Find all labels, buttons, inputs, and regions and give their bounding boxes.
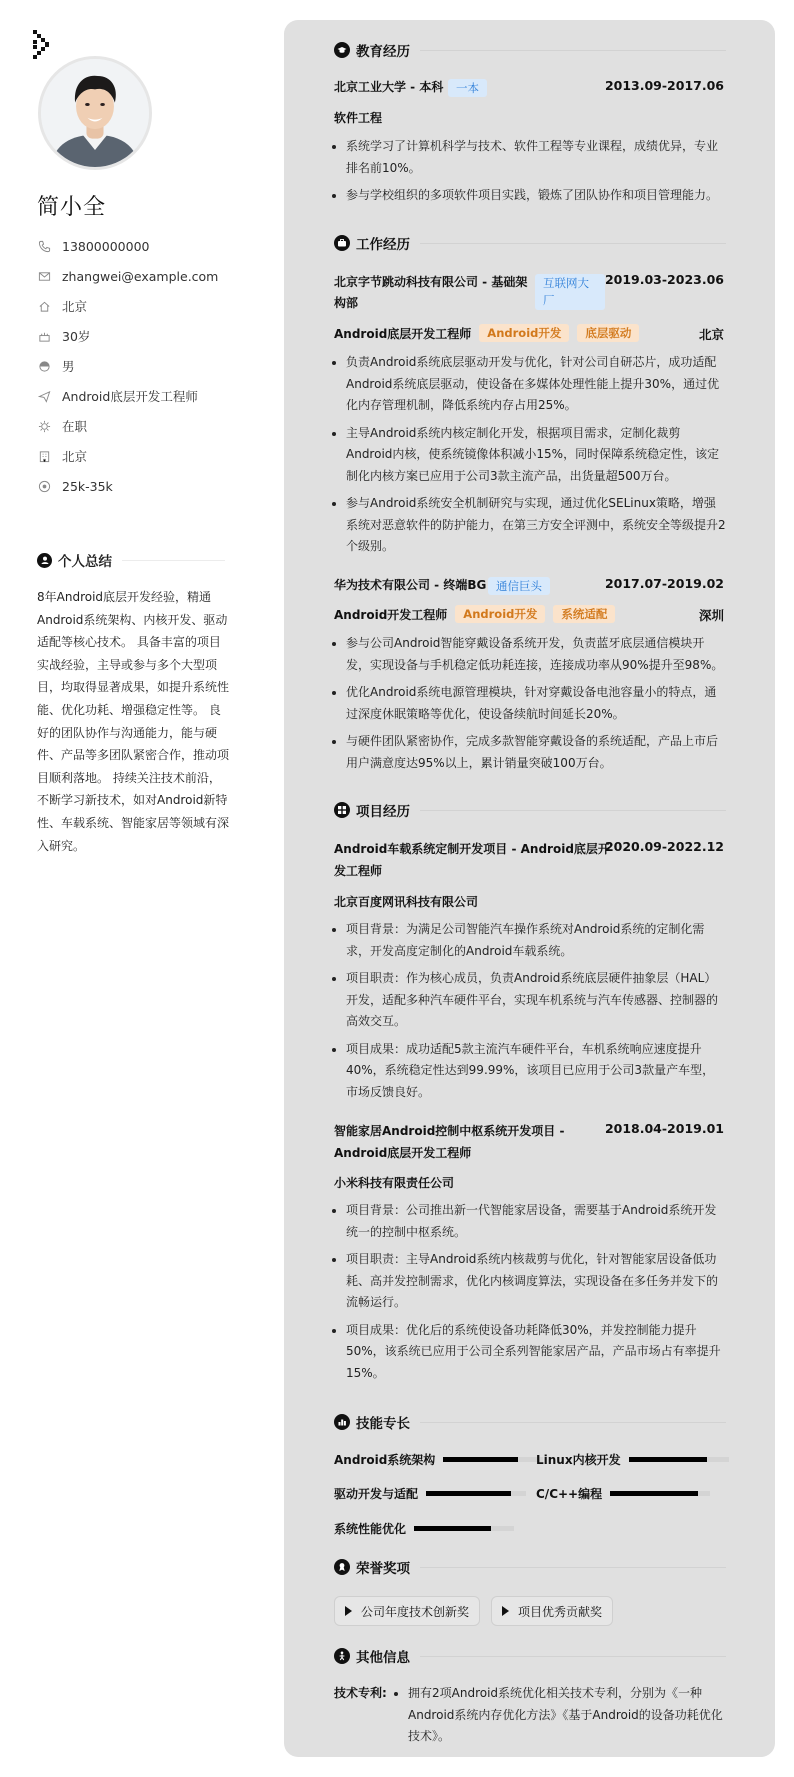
skill-item: [334, 1485, 526, 1502]
skill-tag: 系统适配: [553, 605, 615, 623]
summary-text: 8年Android底层开发经验，精通Android系统架构、内核开发、驱动适配等核心技术。 具备丰富的项目实战经验，主导或参与多个大型项目，均取得显著成果，如提升系统性能、优化功耗、增强稳定性等。 良好的团队协作与沟通能力，能与硬件、产品等多团队紧密合作，推动项目顺利落地。 持续关注技术前沿，不断学习新技术，如对Android新特性、车载系统、智能家居等领域有深入研究。: [37, 590, 230, 853]
info-position: [37, 381, 247, 411]
list-item: 主导Android系统内核定制化开发，根据项目需求，定制化裁剪Android内核，使系统镜像体积减小15%，同时保障系统稳定性，该定制化内核方案已应用于公司3款主流产品，出货量超500万台。: [330, 423, 726, 488]
play-icon: [345, 1606, 352, 1616]
person-walking-icon: [334, 1648, 350, 1664]
salary-value: 25k-35k: [62, 478, 113, 494]
summary-title: 个人总结: [58, 554, 112, 570]
list-item: 项目成果：优化后的系统使设备功耗降低30%，并发控制能力提升50%，该系统已应用于公司全系列智能家居产品，产品市场占有率提升15%。: [330, 1320, 726, 1385]
salary-icon: [37, 479, 51, 493]
skill-bar: [443, 1457, 543, 1462]
award-label: 项目优秀贡献奖: [518, 1604, 603, 1619]
projects-title: 项目经历: [356, 804, 410, 820]
other-bullets: [392, 1683, 732, 1754]
phone-value: 13800000000: [62, 238, 150, 254]
skill-name: 系统性能优化: [334, 1522, 407, 1536]
skill-bar: [414, 1526, 514, 1531]
list-item: 项目成果：成功适配5款主流汽车硬件平台，车机系统响应速度提升40%，系统稳定性达到99.99%，该项目已应用于公司3款量产车型，市场反馈良好。: [330, 1039, 726, 1104]
skill-item: [536, 1451, 729, 1468]
status-value: 在职: [62, 419, 88, 434]
education-date: 2013.09-2017.06: [604, 78, 724, 93]
summary-header: [37, 550, 225, 570]
job-tag-wrap: [488, 575, 550, 595]
skill-tag: Android开发: [479, 324, 569, 342]
award-item: [491, 1596, 613, 1626]
list-item: 项目背景：公司推出新一代智能家居设备，需要基于Android系统开发统一的控制中枢系统。: [330, 1200, 726, 1243]
job-position: Android开发工程师: [334, 607, 448, 622]
age-icon: [37, 329, 51, 343]
info-salary: [37, 471, 247, 501]
list-item: 参与公司Android智能穿戴设备系统开发，负责蓝牙底层通信模块开发，实现设备与手机稳定低功耗连接，连接成功率从90%提升至98%。: [330, 633, 726, 676]
info-work-city: [37, 441, 247, 471]
divider: [420, 243, 726, 244]
skills-title: 技能专长: [356, 1416, 410, 1432]
work-title: 工作经历: [356, 237, 410, 253]
divider: [420, 1422, 726, 1423]
other-title: 其他信息: [356, 1650, 410, 1666]
list-item: 参与学校组织的多项软件项目实践，锻炼了团队协作和项目管理能力。: [330, 185, 726, 207]
honors-header: [334, 1557, 726, 1577]
job-tag: 互联网大厂: [535, 274, 605, 310]
award-item: [334, 1596, 480, 1626]
info-status: [37, 411, 247, 441]
job-bullets: [330, 352, 726, 564]
gender-icon: [37, 359, 51, 373]
project-date: 2020.09-2022.12: [604, 839, 724, 854]
info-email: [37, 261, 247, 291]
project-company: 小米科技有限责任公司: [334, 1176, 455, 1190]
skill-name: Android系统架构: [334, 1453, 436, 1467]
list-item: 项目背景：为满足公司智能汽车操作系统对Android系统的定制化需求，开发高度定制化的Android车载系统。: [330, 919, 726, 962]
age-value: 30岁: [62, 329, 91, 344]
mail-icon: [37, 269, 51, 283]
honors-title: 荣誉奖项: [356, 1561, 410, 1577]
skill-bar-fill: [426, 1491, 511, 1496]
job-city: 北京: [698, 327, 724, 342]
play-icon: [502, 1606, 509, 1616]
skill-item: [334, 1451, 543, 1468]
job-position-row: [334, 324, 639, 342]
list-item: 系统学习了计算机科学与技术、软件工程等专业课程，成绩优异，专业排名前10%。: [330, 136, 726, 179]
job-company: 北京字节跳动科技有限公司 - 基础架构部: [334, 275, 528, 310]
graduation-cap-icon: [334, 42, 350, 58]
skill-bar: [610, 1491, 710, 1496]
phone-icon: [37, 239, 51, 253]
avatar: [38, 56, 152, 170]
school-tag-wrap: [448, 77, 487, 97]
email-value: zhangwei@example.com: [62, 268, 219, 284]
status-icon: [37, 419, 51, 433]
list-item: 与硬件团队紧密协作，完成多款智能穿戴设备的系统适配，产品上市后用户满意度达95%以上，累计销量突破100万台。: [330, 731, 726, 774]
job-city: 深圳: [698, 608, 724, 623]
home-icon: [37, 299, 51, 313]
project-name: Android车载系统定制开发项目 - Android底层开发工程师: [334, 842, 610, 878]
work-header: [334, 233, 726, 253]
bar-chart-icon: [334, 1414, 350, 1430]
divider: [420, 1656, 726, 1657]
job-company: 华为技术有限公司 - 终端BG: [334, 578, 487, 592]
user-icon: [37, 553, 52, 568]
project-bullets: [330, 919, 726, 1109]
major: 软件工程: [334, 111, 383, 125]
skill-item: [536, 1485, 710, 1502]
skill-bar-fill: [443, 1457, 518, 1462]
briefcase-icon: [334, 235, 350, 251]
project-date: 2018.04-2019.01: [604, 1121, 724, 1136]
list-item: 项目职责：作为核心成员，负责Android系统底层硬件抽象层（HAL）开发，适配多种汽车硬件平台，实现车机系统与汽车传感器、控制器的高效交互。: [330, 968, 726, 1033]
info-city: [37, 291, 247, 321]
skill-bar-fill: [414, 1526, 491, 1531]
info-gender: [37, 351, 247, 381]
divider: [420, 810, 726, 811]
job-date: 2017.07-2019.02: [604, 576, 724, 591]
position-value: Android底层开发工程师: [62, 389, 198, 404]
skill-item: [334, 1520, 514, 1537]
candidate-name: 简小全: [37, 195, 107, 220]
other-header: [334, 1646, 726, 1666]
award-label: 公司年度技术创新奖: [361, 1604, 470, 1619]
list-item: 参与Android系统安全机制研究与实现，通过优化SELinux策略，增强系统对恶意软件的防护能力，在第三方安全评测中，系统安全等级提升2个级别。: [330, 493, 726, 558]
project-name: 智能家居Android控制中枢系统开发项目 - Android底层开发工程师: [334, 1124, 565, 1160]
info-age: [37, 321, 247, 351]
list-item: 优化Android系统电源管理模块，针对穿戴设备电池容量小的特点，通过深度休眠策略等优化，使设备续航时间延长20%。: [330, 682, 726, 725]
city-value: 北京: [62, 299, 88, 314]
job-date: 2019.03-2023.06: [604, 272, 724, 287]
building-icon: [37, 449, 51, 463]
award-icon: [334, 1559, 350, 1575]
skill-name: 驱动开发与适配: [334, 1487, 419, 1501]
skill-bar-fill: [610, 1491, 698, 1496]
job-tag: 通信巨头: [488, 577, 550, 595]
info-phone: [37, 231, 247, 261]
project-bullets: [330, 1200, 726, 1390]
list-item: 负责Android系统底层驱动开发与优化，针对公司自研芯片，成功适配Android系统底层驱动，使设备在多媒体处理性能上提升30%，通过优化内存管理机制，降低系统内存占用25%。: [330, 352, 726, 417]
project-company: 北京百度网讯科技有限公司: [334, 895, 479, 909]
skill-name: C/C++编程: [536, 1487, 603, 1501]
other-label: 技术专利:: [334, 1686, 387, 1700]
skill-bar: [629, 1457, 729, 1462]
gender-value: 男: [62, 359, 75, 374]
education-title: 教育经历: [356, 44, 410, 60]
skill-bar-fill: [629, 1457, 707, 1462]
skills-header: [334, 1412, 726, 1432]
contact-info-list: [37, 231, 247, 501]
school-name: 北京工业大学 - 本科: [334, 80, 444, 94]
projects-header: [334, 800, 726, 820]
work-city-value: 北京: [62, 449, 88, 464]
job-position: Android底层开发工程师: [334, 326, 472, 341]
divider: [420, 1567, 726, 1568]
skill-tag: 底层驱动: [577, 324, 639, 342]
job-position-row: [334, 605, 615, 623]
school-tag: 一本: [448, 79, 487, 97]
grid-icon: [334, 802, 350, 818]
skill-tag: Android开发: [455, 605, 545, 623]
job-bullets: [330, 633, 726, 780]
list-item: 项目职责：主导Android系统内核裁剪与优化，针对智能家居设备低功耗、高并发控制需求，优化内核调度算法，实现设备在多任务并发下的流畅运行。: [330, 1249, 726, 1314]
skill-name: Linux内核开发: [536, 1453, 621, 1467]
logo-icon: [33, 30, 51, 60]
list-item: 拥有2项Android系统优化相关技术专利，分别为《一种Android系统内存优化方法》《基于Android的设备功耗优化技术》。: [392, 1683, 732, 1748]
skill-bar: [426, 1491, 526, 1496]
job-tag-wrap: [535, 274, 605, 310]
education-header: [334, 40, 726, 60]
divider: [420, 50, 726, 51]
divider: [122, 560, 225, 561]
education-bullets: [330, 136, 726, 213]
send-icon: [37, 389, 51, 403]
